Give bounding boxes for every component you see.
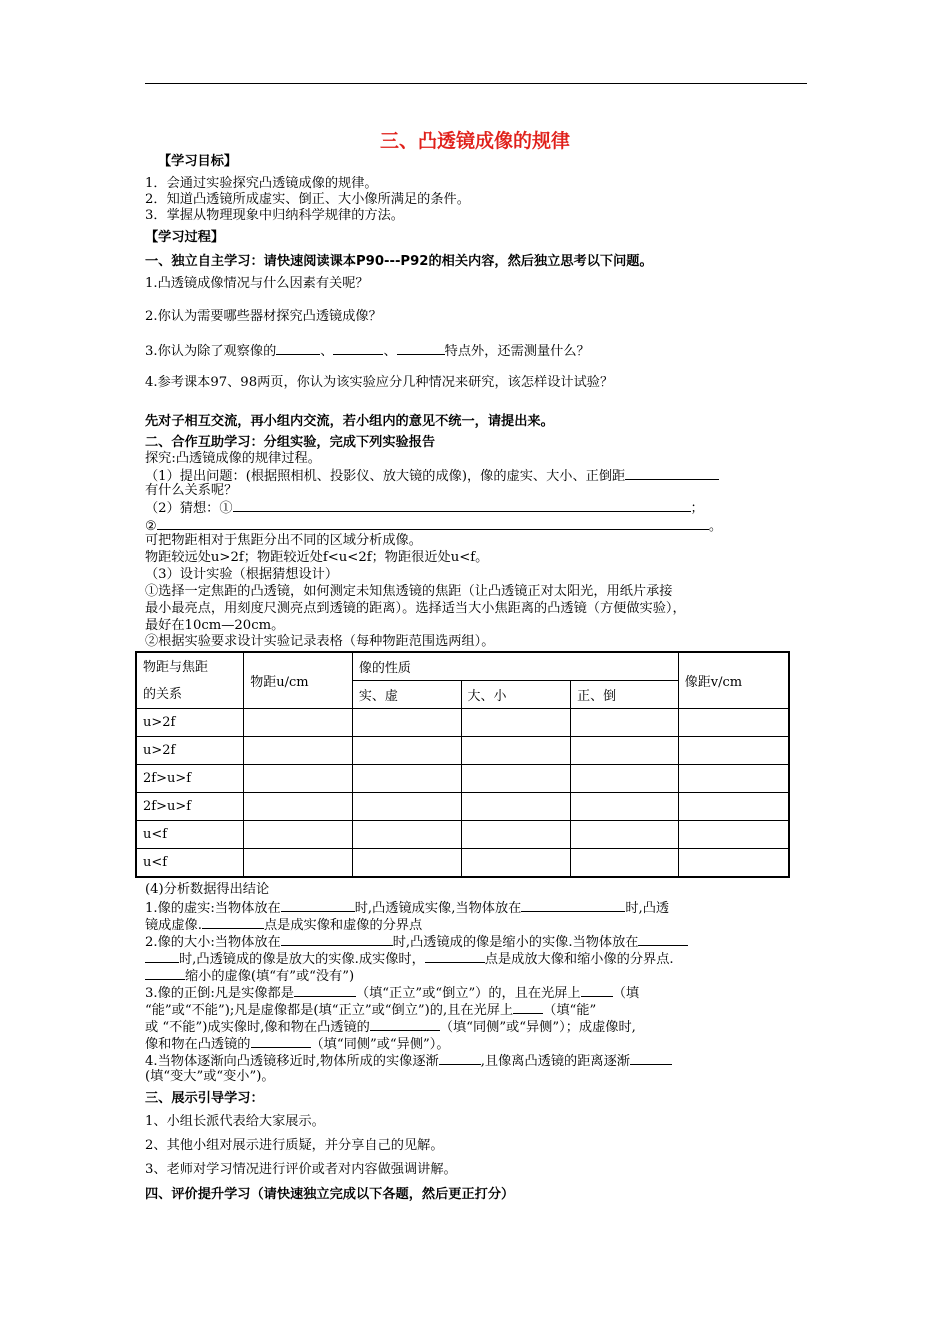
cell-u[interactable] xyxy=(244,821,353,849)
part2-heading: 二、合作互助学习：分组实验，完成下列实验报告 xyxy=(145,435,436,450)
row-label: u>2f xyxy=(136,709,244,737)
design-heading: （3）设计实验（根据猜想设计） xyxy=(145,567,339,582)
row-label: 2f>u>f xyxy=(136,793,244,821)
guess-1: （2）猜想：① ； xyxy=(145,501,704,516)
cell-v[interactable] xyxy=(678,737,789,765)
question-3: 3.你认为除了观察像的 、 、 特点外，还需测量什么？ xyxy=(145,344,590,359)
cell-u[interactable] xyxy=(244,793,353,821)
cell-real[interactable] xyxy=(352,793,461,821)
cell-size[interactable] xyxy=(461,709,571,737)
cell-size[interactable] xyxy=(461,737,571,765)
cell-size[interactable] xyxy=(461,821,571,849)
design-1b: 最小最亮点，用刻度尺测亮点到透镜的距离）。选择适当大小焦距离的凸透镜（方便做实验）， xyxy=(145,601,686,616)
part3-item: 1、小组长派代表给大家展示。 xyxy=(145,1114,325,1129)
row-label: u<f xyxy=(136,821,244,849)
cell-orient[interactable] xyxy=(571,793,679,821)
part1-heading: 一、独立自主学习：请快速阅读课本P90---P92的相关内容，然后独立思考以下问题。 xyxy=(145,254,653,269)
cell-v[interactable] xyxy=(678,849,789,878)
row-label: u>2f xyxy=(136,737,244,765)
process-heading: 【学习过程】 xyxy=(145,230,225,245)
conclusion-4b: (填“变大”或“变小”)。 xyxy=(145,1069,275,1084)
cell-real[interactable] xyxy=(352,821,461,849)
goal-item: 3．掌握从物理现象中归纳科学规律的方法。 xyxy=(145,208,404,223)
cell-orient[interactable] xyxy=(571,709,679,737)
exchange-note: 先对子相互交流，再小组内交流，若小组内的意见不统一，请提出来。 xyxy=(145,414,554,429)
cell-orient[interactable] xyxy=(571,821,679,849)
goals-heading: 【学习目标】 xyxy=(158,154,238,169)
question-1: 1.凸透镜成像情况与什么因素有关呢？ xyxy=(145,276,369,291)
design-2: ②根据实验要求设计实验记录表格（每种物距范围选两组）。 xyxy=(145,634,495,649)
part3-item: 3、老师对学习情况进行评价或者对内容做强调讲解。 xyxy=(145,1162,457,1177)
part4-heading: 四、评价提升学习（请快速独立完成以下各题，然后更正打分） xyxy=(145,1187,515,1202)
cell-real[interactable] xyxy=(352,849,461,878)
cell-real[interactable] xyxy=(352,765,461,793)
regions-line-2: 物距较远处u>2f；物距较近处f<u<2f；物距很近处u<f。 xyxy=(145,550,489,565)
header-nature: 像的性质 xyxy=(352,652,678,681)
goal-item: 1．会通过实验探究凸透镜成像的规律。 xyxy=(145,176,378,191)
table-header-row xyxy=(136,652,789,681)
cell-orient[interactable] xyxy=(571,737,679,765)
design-1a: ①选择一定焦距的凸透镜，如何测定未知焦透镜的焦距（让凸透镜正对太阳光，用纸片承接 xyxy=(145,584,673,599)
cell-real[interactable] xyxy=(352,737,461,765)
conclusion-2b: 时,凸透镜成的像是放大的实像.成实像时， 点是成放大像和缩小像的分界点. xyxy=(145,950,674,968)
goal-item: 2．知道凸透镜所成虚实、倒正、大小像所满足的条件。 xyxy=(145,192,470,207)
table-row xyxy=(136,849,789,878)
conclusion-2a: 2.像的大小:当物体放在 时,凸透镜成的像是缩小的实像.当物体放在 xyxy=(145,933,688,951)
question-2: 2.你认为需要哪些器材探究凸透镜成像？ xyxy=(145,309,382,324)
analyze-heading: (4)分析数据得出结论 xyxy=(145,882,270,897)
conclusion-4a: 4.当物体逐渐向凸透镜移近时,物体所成的实像逐渐 ,且像离凸透镜的距离逐渐 xyxy=(145,1052,672,1070)
ask-line: （1）提出问题：(根据照相机、投影仪、放大镜的成像)，像的虚实、大小、正倒距 xyxy=(145,467,719,485)
part3-heading: 三、展示引导学习： xyxy=(145,1091,264,1106)
ask-line-2: 有什么关系呢？ xyxy=(145,483,238,498)
cell-size[interactable] xyxy=(461,765,571,793)
conclusion-2c: 缩小的虚像(填“有”或“没有”) xyxy=(145,967,354,985)
header-relation: 物距与焦距 的关系 xyxy=(136,652,244,709)
regions-line: 可把物距相对于焦距分出不同的区域分析成像。 xyxy=(145,533,422,548)
cell-u[interactable] xyxy=(244,709,353,737)
table-row xyxy=(136,793,789,821)
explore-line: 探究:凸透镜成像的规律过程。 xyxy=(145,451,321,466)
table-row xyxy=(136,765,789,793)
row-label: u<f xyxy=(136,849,244,878)
table-row xyxy=(136,821,789,849)
conclusion-1b: 镜成虚像. 点是成实像和虚像的分界点 xyxy=(145,918,423,933)
conclusion-3d: 像和物在凸透镜的 （填“同侧”或“异侧”）。 xyxy=(145,1037,450,1052)
cell-u[interactable] xyxy=(244,849,353,878)
cell-v[interactable] xyxy=(678,709,789,737)
cell-size[interactable] xyxy=(461,793,571,821)
table-row xyxy=(136,737,789,765)
conclusion-3c: 或 “不能”)成实像时,像和物在凸透镜的 （填“同侧”或“异侧”）；成虚像时, xyxy=(145,1020,636,1035)
cell-orient[interactable] xyxy=(571,765,679,793)
cell-orient[interactable] xyxy=(571,849,679,878)
header-real: 实、虚 xyxy=(352,681,461,709)
conclusion-3b: “能”或“不能”);凡是虚像都是(填“正立”或“倒立”)的,且在光屏上 （填“能” xyxy=(145,1003,597,1018)
header-size: 大、小 xyxy=(461,681,571,709)
header-rule xyxy=(145,83,807,84)
cell-u[interactable] xyxy=(244,737,353,765)
header-orient: 正、倒 xyxy=(571,681,679,709)
page-title: 三、凸透镜成像的规律 xyxy=(379,130,570,152)
header-v: 像距v/cm xyxy=(678,652,789,709)
conclusion-1a: 1.像的虚实:当物体放在 时,凸透镜成实像,当物体放在 时,凸透 xyxy=(145,901,670,916)
cell-v[interactable] xyxy=(678,765,789,793)
guess-2: ② 。 xyxy=(145,519,723,534)
header-u: 物距u/cm xyxy=(244,652,353,709)
cell-u[interactable] xyxy=(244,765,353,793)
cell-real[interactable] xyxy=(352,709,461,737)
question-4: 4.参考课本97、98两页，你认为该实验应分几种情况来研究，该怎样设计试验？ xyxy=(145,375,614,390)
cell-size[interactable] xyxy=(461,849,571,878)
table-row xyxy=(136,709,789,737)
cell-v[interactable] xyxy=(678,793,789,821)
cell-v[interactable] xyxy=(678,821,789,849)
row-label: 2f>u>f xyxy=(136,765,244,793)
record-table xyxy=(135,651,790,878)
part3-item: 2、其他小组对展示进行质疑，并分享自己的见解。 xyxy=(145,1138,444,1153)
design-1c: 最好在10cm—20cm。 xyxy=(145,618,285,633)
conclusion-3a: 3.像的正倒:凡是实像都是 （填“正立”或“倒立”）的，且在光屏上 （填 xyxy=(145,986,640,1001)
